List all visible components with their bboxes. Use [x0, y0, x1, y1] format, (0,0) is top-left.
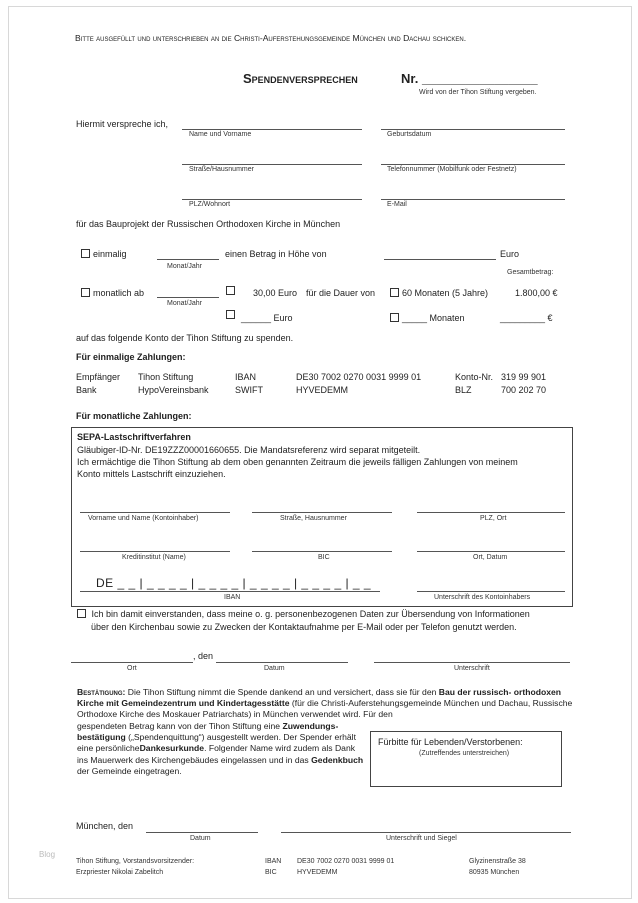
bestaetigung-t3: und Dachau, Russische Orthodoxe Kirche des Moskauer Patriarchats) in München verwendet wird. Für den	[77, 698, 573, 720]
form-number-note: Wird von der Tihon Stiftung vergeben.	[419, 89, 537, 96]
fuerbitte-box[interactable]	[370, 731, 562, 787]
euro-label-1: Euro	[500, 249, 520, 259]
option-einmalig[interactable]	[81, 249, 127, 259]
footer-street: Glyzinenstraße 38	[469, 858, 526, 865]
blz-value: 700 202 70	[501, 385, 547, 395]
bestaetigung-text-top	[77, 687, 577, 721]
iban-entry-line	[80, 591, 380, 592]
konto-label: Konto-Nr.	[455, 372, 494, 382]
final-signature-label: Unterschrift und Siegel	[386, 835, 457, 842]
bestaetigung-t6: erhält eine persönliche	[77, 732, 356, 754]
footer-bic-label: BIC	[265, 869, 277, 876]
form-page	[8, 6, 632, 899]
bestaetigung-text-left	[77, 721, 365, 777]
sepa-plz-field[interactable]	[417, 512, 565, 513]
consent-row[interactable]	[77, 609, 530, 619]
name-field[interactable]	[182, 129, 362, 130]
consent-line-1: Ich bin damit einverstanden, dass meine o. g. personenbezogenen Daten zur Übersendung von Informationen	[91, 609, 530, 619]
bestaetigung-b2: orthodoxen Kirche mit Gemeindezentrum und Kindertagesstätte	[77, 687, 562, 709]
euro-blank[interactable]: ______ Euro	[241, 313, 293, 323]
fuerbitte-sub: (Zutreffendes unterstreichen)	[419, 750, 510, 757]
checkbox-einmalig[interactable]	[81, 249, 90, 258]
swift-label: SWIFT	[235, 385, 263, 395]
option-monaten-custom[interactable]	[390, 313, 465, 323]
sepa-street-label: Straße, Hausnummer	[280, 515, 347, 522]
ermaechtigung-1: Ich ermächtige die Tihon Stiftung ab dem oben genannten Zeitraum die jeweils fälligen Zahlungen von meinem	[77, 457, 518, 467]
bestaetigung-t10: der Gemeinde eingetragen.	[77, 765, 182, 776]
phone-label: Telefonnummer (Mobilfunk oder Festnetz)	[387, 166, 517, 173]
muenchen-den: München, den	[76, 821, 134, 831]
bestaetigung-b6: Gedenkbuch	[311, 754, 364, 765]
monatliche-heading: Für monatliche Zahlungen:	[76, 411, 192, 421]
consent-line-2: über den Kirchenbau sowie zu Zwecken der Kontaktaufnahme per E-Mail oder per Telefon genutzt werden.	[91, 622, 517, 632]
amount-30: 30,00 Euro	[253, 288, 298, 298]
checkbox-monaten-custom[interactable]	[390, 313, 399, 322]
option-euro-custom[interactable]	[226, 310, 238, 320]
dauer-text: für die Dauer von	[306, 288, 376, 298]
header-note: Bitte ausgefüllt und unterschrieben an die Christi-Auferstehungsgemeinde München und Dachau schicken.	[75, 33, 467, 43]
holder-field[interactable]	[80, 512, 230, 513]
birthdate-label: Geburtsdatum	[387, 131, 432, 138]
glaeubiger-id: Gläubiger-ID-Nr. DE19ZZZ00001660655. Die Mandatsreferenz wird separat mitgeteilt.	[77, 445, 421, 455]
bank-name-label: Kreditinstitut (Name)	[122, 554, 186, 561]
einmalige-heading: Für einmalige Zahlungen:	[76, 352, 186, 362]
birthdate-field[interactable]	[381, 129, 565, 130]
footer-city: 80935 München	[469, 869, 520, 876]
final-signature-field[interactable]	[281, 832, 571, 833]
plz-label: PLZ/Wohnort	[189, 201, 231, 208]
bic-field[interactable]	[252, 551, 392, 552]
account-line: auf das folgende Konto der Tihon Stiftung zu spenden.	[76, 333, 294, 343]
sepa-signature-field[interactable]	[417, 591, 565, 592]
ort-datum-field[interactable]	[417, 551, 565, 552]
bestaetigung-b3: Zuwendungs-	[282, 721, 339, 731]
sepa-signature-label: Unterschrift des Kontoinhabers	[434, 594, 531, 601]
konto-value: 319 99 901	[501, 372, 547, 382]
iban-label: IBAN	[235, 372, 257, 382]
checkbox-30-euro-box[interactable]	[226, 286, 235, 295]
einmalig-label: einmalig	[93, 249, 127, 259]
promise-intro: Hiermit verspreche ich,	[76, 119, 169, 129]
months-60-label: 60 Monaten (5 Jahre)	[402, 288, 489, 298]
holder-label: Vorname und Name (Kontoinhaber)	[88, 515, 199, 522]
empfaenger-value: Tihon Stiftung	[138, 372, 194, 382]
blz-label: BLZ	[455, 385, 472, 395]
monatlich-date-field[interactable]	[157, 297, 219, 298]
bank-value: HypoVereinsbank	[138, 385, 209, 395]
final-datum-label: Datum	[190, 835, 211, 842]
bestaetigung-b5: Dankesurkunde	[139, 743, 205, 754]
footer-org: Tihon Stiftung, Vorstandsvorsitzender:	[76, 858, 195, 865]
betrag-field[interactable]	[384, 259, 496, 260]
bank-name-field[interactable]	[80, 551, 230, 552]
consent-signature-label: Unterschrift	[454, 665, 490, 672]
bestaetigung-t8: zudem als Dank ins Mauerwerk des Kirchengebäudes eingelassen	[77, 743, 356, 765]
consent-signature-field[interactable]	[374, 662, 570, 663]
total-blank[interactable]: _________ €	[500, 313, 553, 323]
watermark-text: Blog	[39, 850, 56, 859]
empfaenger-label: Empfänger	[76, 372, 121, 382]
option-monatlich[interactable]	[81, 288, 144, 298]
bestaetigung-t9: und in das	[269, 754, 309, 765]
footer-iban: DE30 7002 0270 0031 9999 01	[297, 858, 395, 865]
name-label: Name und Vorname	[189, 131, 252, 138]
betrag-text: einen Betrag in Höhe von	[225, 249, 327, 259]
phone-field[interactable]	[381, 164, 565, 165]
bestaetigung-t1: Die Tihon Stiftung nimmt die Spende dankend an und versichert, dass sie für den	[127, 687, 437, 697]
checkbox-60-monate[interactable]	[390, 288, 399, 297]
bestaetigung-t5: („Spendenquittung“) ausgestellt werden. Der Spender	[128, 732, 333, 743]
form-title: Spendenversprechen	[243, 71, 358, 86]
swift-value: HYVEDEMM	[296, 385, 349, 395]
total-1800: 1.800,00 €	[515, 288, 558, 298]
sepa-street-field[interactable]	[252, 512, 392, 513]
bestaetigung-b1: Bau der russisch-	[438, 687, 512, 697]
iban-value: DE30 7002 0270 0031 9999 01	[296, 372, 422, 382]
ort-datum-label: Ort, Datum	[473, 554, 508, 561]
email-label: E-Mail	[387, 201, 407, 208]
bestaetigung-label: Bestätigung:	[77, 687, 126, 697]
sepa-plz-label: PLZ, Ort	[480, 515, 507, 522]
consent-ort-field[interactable]	[71, 662, 193, 663]
footer-iban-label: IBAN	[265, 858, 282, 865]
sepa-box	[71, 427, 573, 607]
consent-den: , den	[193, 651, 214, 661]
bestaetigung-t2: (für die Christi-Auferstehungsgemeinde München	[291, 698, 480, 709]
bank-label: Bank	[76, 385, 97, 395]
monaten-blank[interactable]: _____ Monaten	[402, 313, 465, 323]
sepa-iban-label: IBAN	[224, 594, 241, 601]
bestaetigung-t7: . Folgender Name wird	[204, 743, 292, 754]
ermaechtigung-2: Konto mittels Lastschrift einzuziehen.	[77, 469, 226, 479]
checkbox-30-euro[interactable]	[226, 286, 238, 296]
plz-field[interactable]	[182, 199, 362, 200]
form-number: Nr. ________________	[401, 71, 538, 86]
iban-entry-field[interactable]: DE _ _ | _ _ _ _ | _ _ _ _ | _ _ _ _ | _ _ _ _ | _ _	[96, 576, 372, 590]
gesamtbetrag-label: Gesamtbetrag:	[507, 269, 554, 276]
bestaetigung-t4: gespendeten Betrag kann von der Tihon Stiftung eine	[77, 721, 281, 731]
email-field[interactable]	[381, 199, 565, 200]
consent-datum-field[interactable]	[216, 662, 348, 663]
street-field[interactable]	[182, 164, 362, 165]
consent-checkbox[interactable]	[77, 609, 86, 618]
einmalig-date-field[interactable]	[157, 259, 219, 260]
checkbox-euro-custom[interactable]	[226, 310, 235, 319]
footer-bic: HYVEDEMM	[297, 869, 338, 876]
checkbox-monatlich[interactable]	[81, 288, 90, 297]
bic-label: BIC	[318, 554, 330, 561]
bestaetigung-b4: bestätigung	[77, 732, 126, 743]
consent-datum-label: Datum	[264, 665, 285, 672]
sepa-title: SEPA-Lastschriftverfahren	[77, 432, 191, 442]
monat-jahr-label-2: Monat/Jahr	[167, 300, 203, 307]
footer-person: Erzpriester Nikolai Zabelitch	[76, 869, 164, 876]
final-datum-field[interactable]	[146, 832, 258, 833]
option-60-monate[interactable]	[390, 288, 488, 298]
project-line: für das Bauprojekt der Russischen Orthodoxen Kirche in München	[76, 219, 341, 229]
consent-ort-label: Ort	[127, 665, 137, 672]
fuerbitte-title: Fürbitte für Lebenden/Verstorbenen:	[378, 737, 523, 747]
street-label: Straße/Hausnummer	[189, 166, 254, 173]
monatlich-label: monatlich ab	[93, 288, 145, 298]
monat-jahr-label-1: Monat/Jahr	[167, 263, 203, 270]
